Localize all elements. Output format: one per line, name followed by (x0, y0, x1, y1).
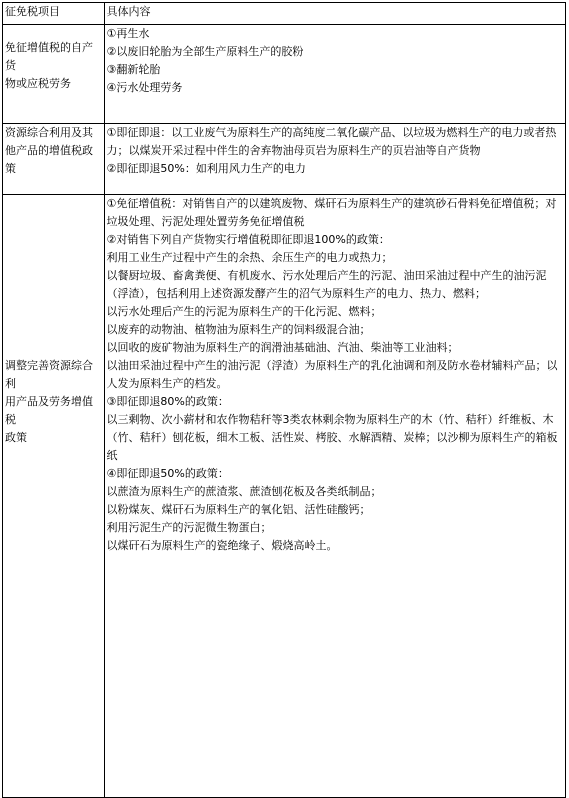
content-cell (104, 25, 565, 124)
category-cell (3, 25, 105, 124)
content-line: ①再生水 (106, 27, 150, 40)
content-line: ①免征增值税：对销售自产的以建筑废物、煤矸石为原料生产的建筑砂石骨料免征增值税；对垃圾处理、污泥处理处置劳务免征增值税 (106, 197, 557, 228)
category-cell (3, 195, 105, 798)
content-cell (104, 195, 565, 798)
content-line: 以蔗渣为原料生产的蔗渣浆、蔗渣刨花板及各类纸制品； (106, 485, 382, 498)
header-col-content: 具体内容 (104, 3, 565, 25)
table-row (3, 195, 566, 798)
content-cell (104, 124, 565, 195)
table-header-row (3, 3, 566, 25)
content-line: ③即征即退80%的政策： (106, 395, 229, 408)
category-text: 资源综合利用及其他产品的增值税政 (5, 126, 93, 157)
content-line: 以污水处理后产生的污泥为原料生产的干化污泥、燃料； (106, 305, 382, 318)
content-line: 以三剩物、次小薪材和农作物秸秆等3类农林剩余物为原料生产的木（竹、秸秆）纤维板、木（竹、秸秆）刨花板，细木工板、活性炭、栲胶、水解酒精、炭棒；以沙柳为原料生产的箱板纸 (106, 413, 558, 462)
content-line: ①即征即退：以工业废气为原料生产的高纯度二氧化碳产品、以垃圾为燃料生产的电力或者热力；以煤炭开采过程中伴生的舍弃物油母页岩为原料生产的页岩油等自产货物 (106, 126, 557, 157)
content-line: ③翻新轮胎 (106, 63, 161, 76)
content-line: 以餐厨垃圾、畜禽粪便、有机废水、污水处理后产生的污泥、油田采油过程中产生的油污泥（浮渣），包括利用上述资源发酵产生的沼气为原料生产的电力、热力、燃料； (106, 269, 547, 300)
content-line: ④污水处理劳务 (106, 81, 183, 94)
content-line: 以粉煤灰、煤矸石为原料生产的氧化铝、活性硅酸钙； (106, 503, 371, 516)
content-line: 以回收的废矿物油为原料生产的润滑油基础油、汽油、柴油等工业油料； (106, 341, 459, 354)
category-text: 调整完善资源综合利 (5, 359, 93, 390)
content-line: 以煤矸石为原料生产的瓷绝缘子、煅烧高岭土。 (106, 539, 338, 552)
tax-policy-table (2, 2, 566, 798)
content-line: ④即征即退50%的政策： (106, 467, 229, 480)
content-line: ②以废旧轮胎为全部生产原料生产的胶粉 (106, 45, 304, 58)
content-line: 利用工业生产过程中产生的余热、余压生产的电力或热力； (106, 251, 393, 264)
table-row (3, 25, 566, 124)
category-text: 物或应税劳务 (5, 77, 71, 90)
category-text: 政策 (5, 431, 27, 444)
table-row (3, 124, 566, 195)
content-line: ②对销售下列自产货物实行增值税即征即退100%的政策： (106, 233, 390, 246)
content-line: 以废弃的动物油、植物油为原料生产的饲料级混合油； (106, 323, 371, 336)
header-col-item: 征免税项目 (3, 3, 105, 25)
category-text: 用产品及劳务增值税 (5, 395, 93, 426)
content-line: 以油田采油过程中产生的油污泥（浮渣）为原料生产的乳化油调和剂及防水卷材辅料产品；以人发为原料生产的档发。 (106, 359, 558, 390)
category-text: 免征增值税的自产货 (5, 41, 93, 72)
category-cell (3, 124, 105, 195)
category-text: 策 (5, 162, 16, 175)
content-line: 利用污泥生产的污泥微生物蛋白； (106, 521, 272, 534)
content-line: ②即征即退50%：如利用风力生产的电力 (106, 162, 306, 175)
